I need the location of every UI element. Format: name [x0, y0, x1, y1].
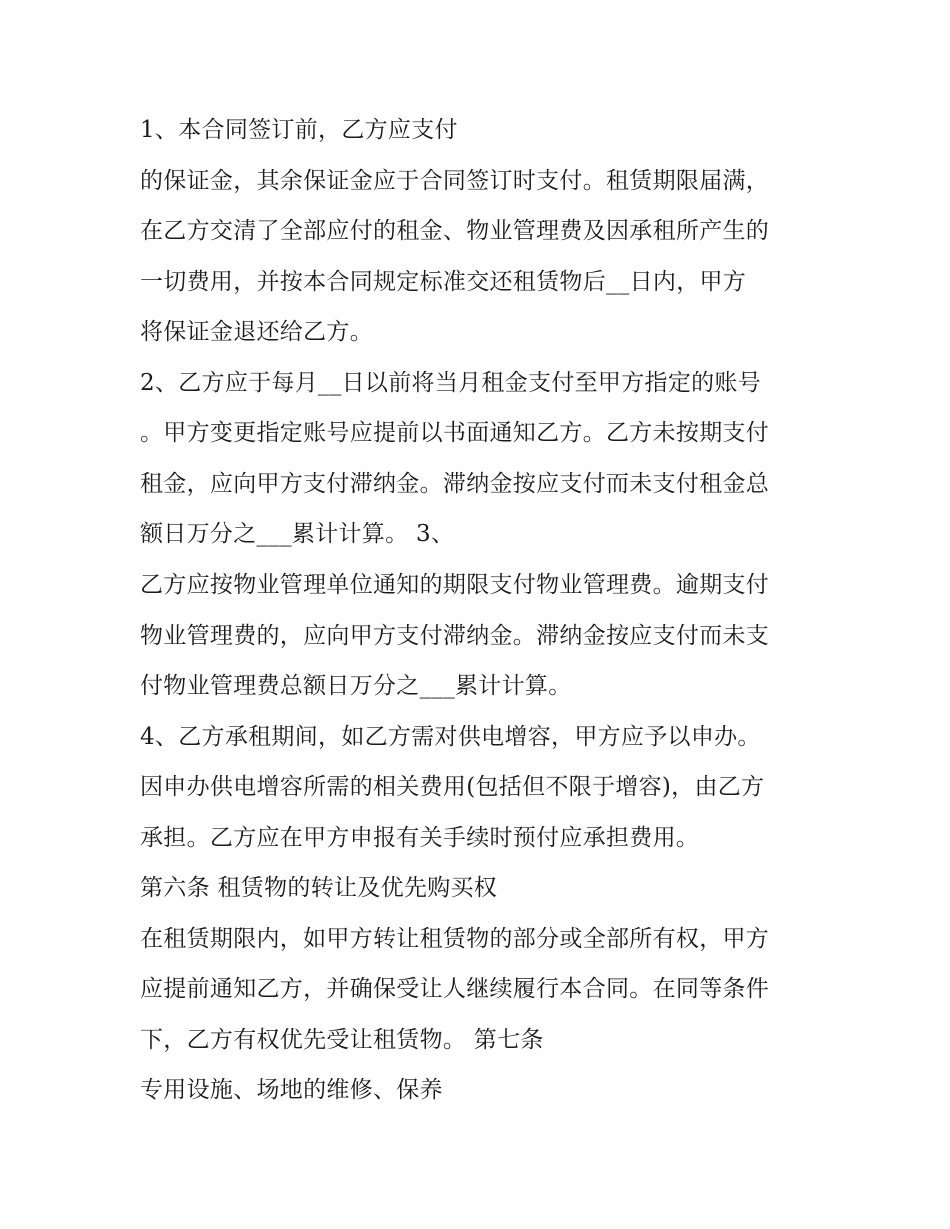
text-line: 下，乙方有权优先受让租赁物。 第七条	[140, 1027, 544, 1053]
text-line: 承担。乙方应在甲方申报有关手续时预付应承担费用。	[140, 825, 700, 851]
text-line: 在乙方交清了全部应付的租金、物业管理费及因承租所产生的	[140, 218, 770, 244]
text-line: 将保证金退还给乙方。	[140, 319, 373, 345]
section-heading: 第六条 租赁物的转让及优先购买权	[140, 875, 498, 901]
text-line: 一切费用，并按本合同规定标准交还租赁物后__日内，甲方	[140, 269, 747, 295]
text-line: 4、乙方承租期间，如乙方需对供电增容，甲方应予以申办。	[140, 724, 761, 750]
text-line: 1、本合同签订前，乙方应支付	[140, 117, 458, 143]
text-line: 2、乙方应于每月__日以前将当月租金支付至甲方指定的账号	[140, 370, 762, 396]
text-line: 租金，应向甲方支付滞纳金。滞纳金按应支付而未支付租金总	[140, 471, 770, 497]
text-line: 在租赁期限内，如甲方转让租赁物的部分或全部所有权，甲方	[140, 926, 770, 952]
text-line: 物业管理费的，应向甲方支付滞纳金。滞纳金按应支付而未支	[140, 623, 770, 649]
text-line: 的保证金，其余保证金应于合同签订时支付。租赁期限届满，	[140, 168, 770, 194]
text-line: 。甲方变更指定账号应提前以书面通知乙方。乙方未按期支付	[140, 420, 770, 446]
text-line: 额日万分之___累计计算。 3、	[140, 521, 455, 547]
text-line: 应提前通知乙方，并确保受让人继续履行本合同。在同等条件	[140, 976, 770, 1002]
text-line: 乙方应按物业管理单位通知的期限支付物业管理费。逾期支付	[140, 572, 770, 598]
section-heading: 专用设施、场地的维修、保养	[140, 1077, 443, 1103]
text-line: 付物业管理费总额日万分之___累计计算。	[140, 673, 572, 699]
text-line: 因申办供电增容所需的相关费用(包括但不限于增容)，由乙方	[140, 774, 765, 800]
